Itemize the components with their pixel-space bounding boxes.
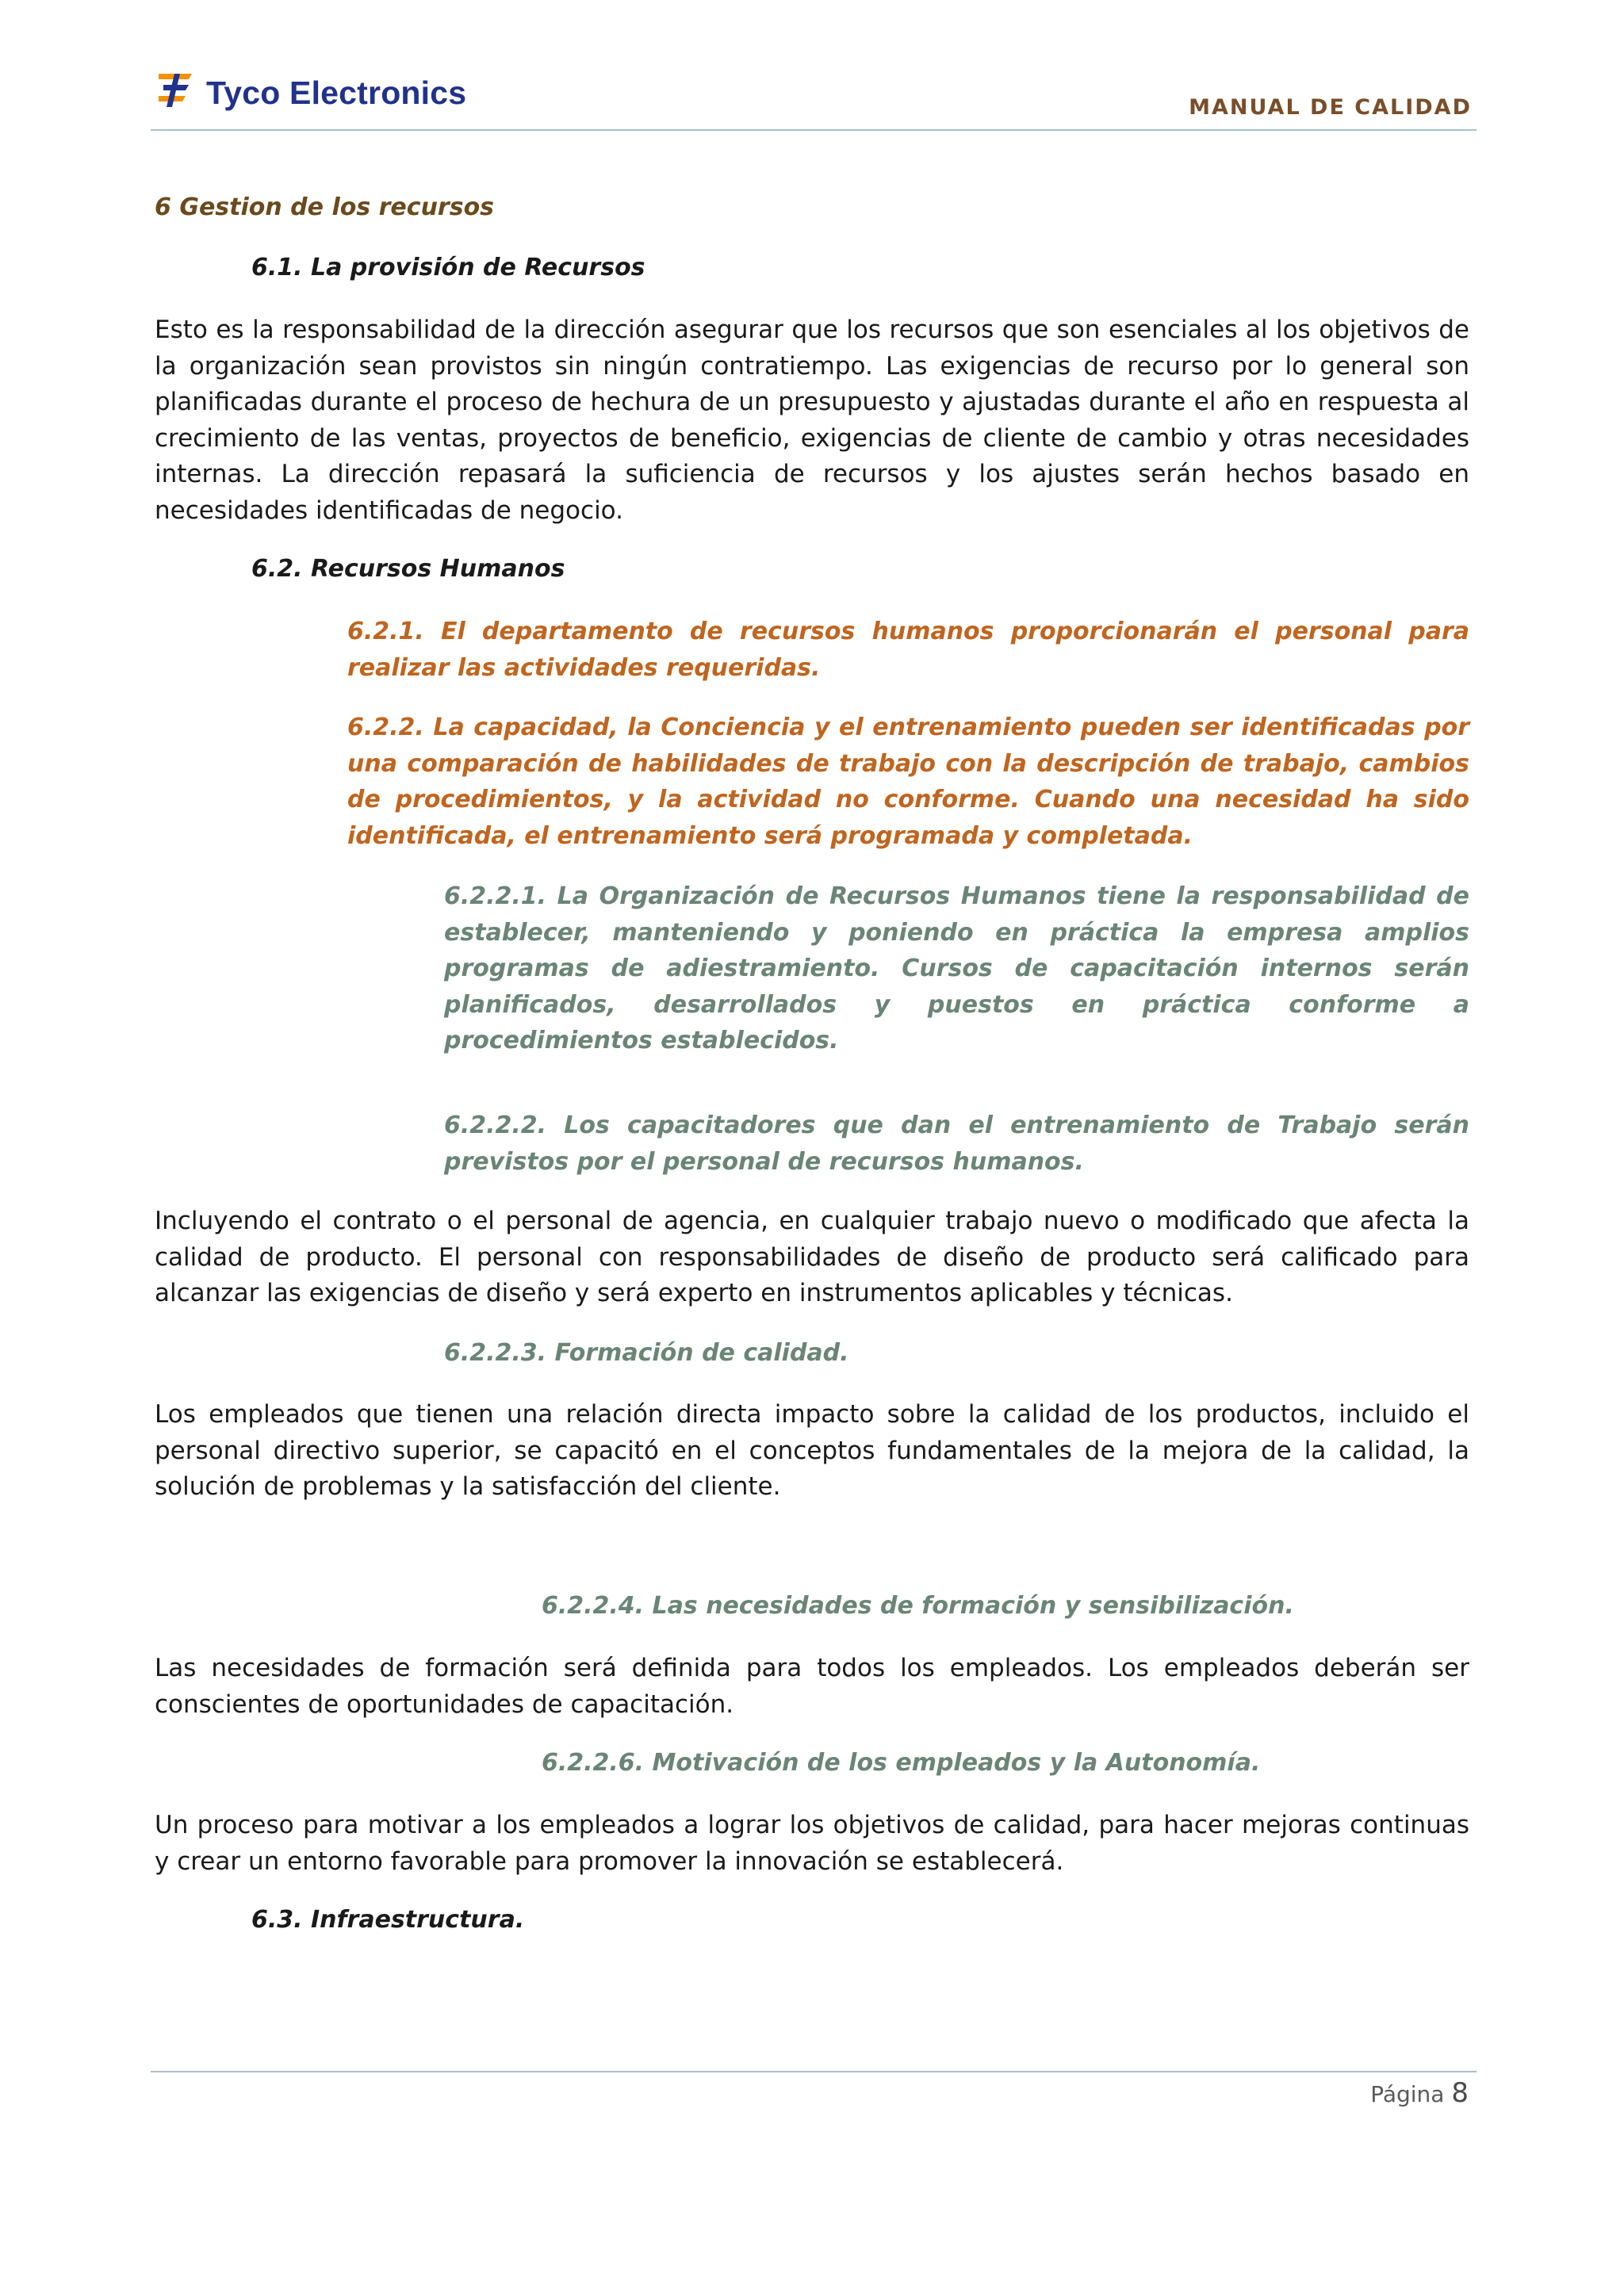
section-6-1-paragraph: Esto es la responsabilidad de la dirección asegurar que los recursos que son esenciales al los objetivos de la organización sean provistos sin ningún contratiempo. Las exigencias de recurso por lo general son planificadas durante el proceso de hechura de un presupuesto y ajustadas durante el año en respuesta al crecimiento de las ventas, proyectos de beneficio, exigencias de cliente de cambio y otras necesidades internas. La dirección repasará la suficiencia de recursos y los ajustes serán hechos basado en necesidades identificadas de negocio. bbox=[155, 316, 1469, 525]
section-6-2-2-2-paragraph: Incluyendo el contrato o el personal de agencia, en cualquier trabajo nuevo o modificado que afecta la calidad de producto. El personal con responsabilidades de diseño de producto será calificado para alcanzar las exigencias de diseño y será experto en instrumentos aplicables y técnicas. bbox=[155, 1207, 1469, 1307]
section-6-2-2-6-heading: 6.2.2.6. Motivación de los empleados y la Autonomía. bbox=[542, 1749, 1261, 1777]
section-6-2-2-4-heading: 6.2.2.4. Las necesidades de formación y sensibilización. bbox=[542, 1592, 1294, 1620]
section-6-2-2-3-paragraph: Los empleados que tienen una relación directa impacto sobre la calidad de los productos, incluido el personal directivo superior, se capacitó en el conceptos fundamentales de la mejora de la calidad, la solución de problemas y la satisfacción del cliente. bbox=[155, 1400, 1469, 1501]
section-6-2-2-2: 6.2.2.2. Los capacitadores que dan el entrenamiento de Trabajo serán previstos por el personal de recursos humanos. bbox=[444, 1112, 1469, 1176]
company-logo bbox=[157, 62, 466, 117]
section-6-2-2-3-heading: 6.2.2.3. Formación de calidad. bbox=[444, 1339, 849, 1367]
section-6-2-2-1: 6.2.2.1. La Organización de Recursos Humanos tiene la responsabilidad de establecer, manteniendo y poniendo en práctica la empresa amplios programas de adiestramiento. Cursos de capacitación internos serán planificados, desarrollados y puestos en práctica conforme a procedimientos establecidos. bbox=[444, 882, 1469, 1054]
section-6-2-1: 6.2.1. El departamento de recursos humanos proporcionarán el personal para realizar las actividades requeridas. bbox=[347, 618, 1469, 682]
document-title: MANUAL DE CALIDAD bbox=[1189, 95, 1472, 120]
section-6-3-heading: 6.3. Infraestructura. bbox=[251, 1906, 525, 1934]
logo-text: Tyco Electronics bbox=[206, 74, 467, 111]
page-header bbox=[151, 62, 1477, 130]
section-6-2-heading: 6.2. Recursos Humanos bbox=[251, 555, 565, 583]
section-6-2-2: 6.2.2. La capacidad, la Conciencia y el entrenamiento pueden ser identificadas por una comparación de habilidades de trabajo con la descripción de trabajo, cambios de procedimientos, y la actividad no conforme. Cuando una necesidad ha sido identificada, el entrenamiento será programada y completada. bbox=[347, 714, 1469, 850]
page-label: Página bbox=[1370, 2081, 1445, 2107]
header-divider bbox=[151, 129, 1477, 131]
tyco-logo-icon bbox=[157, 69, 198, 110]
footer-divider bbox=[151, 2071, 1477, 2072]
section-6-1-heading: 6.1. La provisión de Recursos bbox=[251, 254, 645, 281]
section-6-heading: 6 Gestion de los recursos bbox=[155, 193, 495, 221]
section-6-2-2-6-paragraph: Un proceso para motivar a los empleados a lograr los objetivos de calidad, para hacer mejoras continuas y crear un entorno favorable para promover la innovación se establecerá. bbox=[155, 1811, 1469, 1876]
page-number: 8 bbox=[1451, 2077, 1469, 2109]
section-6-2-2-4-paragraph: Las necesidades de formación será definida para todos los empleados. Los empleados deberán ser conscientes de oportunidades de capacitación. bbox=[155, 1654, 1469, 1719]
page-footer bbox=[1370, 2077, 1469, 2109]
